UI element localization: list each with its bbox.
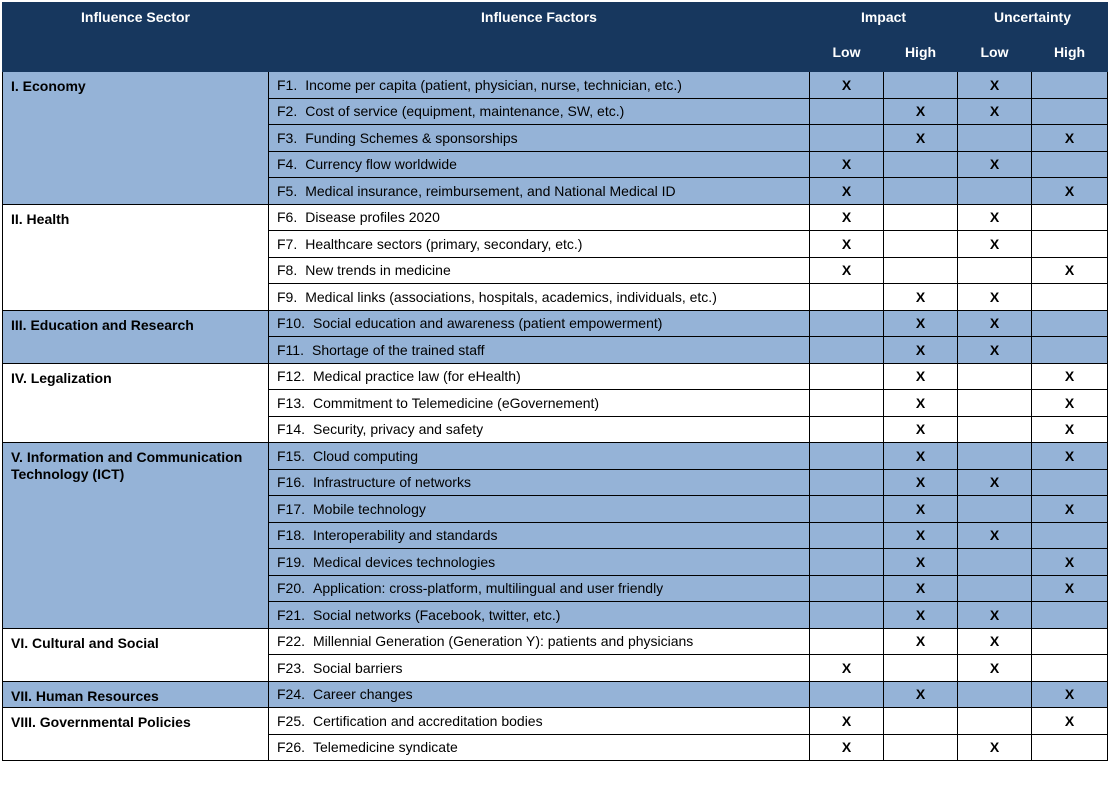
x-mark: X — [1064, 580, 1075, 597]
impact-low-cell — [810, 469, 884, 496]
sector-cell: V. Information and Communication Technology (ICT) — [3, 443, 269, 629]
x-mark: X — [841, 156, 852, 173]
factor-cell — [269, 708, 810, 735]
x-mark: X — [915, 341, 926, 358]
sector-cell: VII. Human Resources — [3, 681, 269, 708]
factor-text: Medical practice law (for eHealth) — [313, 368, 521, 385]
uncertainty-high-cell — [1032, 363, 1108, 390]
uncertainty-high-cell — [1032, 681, 1108, 708]
x-mark: X — [1064, 421, 1075, 438]
factor-text: Medical insurance, reimbursement, and National Medical ID — [305, 182, 676, 199]
uncertainty-low-cell — [958, 443, 1032, 470]
factor-text: Interoperability and standards — [313, 527, 498, 544]
impact-high-cell — [884, 178, 958, 205]
factor-id: F15. — [277, 447, 306, 464]
uncertainty-low-cell — [958, 284, 1032, 311]
x-mark: X — [1064, 686, 1075, 703]
x-mark: X — [915, 633, 926, 650]
impact-high-cell — [884, 284, 958, 311]
impact-high-cell — [884, 204, 958, 231]
sector-cell: I. Economy — [3, 72, 269, 205]
factor-text: Healthcare sectors (primary, secondary, etc.) — [305, 235, 583, 252]
uncertainty-low-cell — [958, 628, 1032, 655]
impact-high-cell — [884, 734, 958, 761]
factor-text: Medical devices technologies — [313, 553, 496, 570]
factor-cell — [269, 628, 810, 655]
factor-id: F21. — [277, 606, 306, 623]
factor-cell — [269, 72, 810, 99]
x-mark: X — [1064, 262, 1075, 279]
impact-low-cell — [810, 443, 884, 470]
uncertainty-high-cell — [1032, 469, 1108, 496]
sector-cell: IV. Legalization — [3, 363, 269, 443]
factor-cell — [269, 734, 810, 761]
impact-high-cell — [884, 310, 958, 337]
uncertainty-high-cell — [1032, 231, 1108, 258]
factor-text: Application: cross-platform, multilingual and user friendly — [313, 580, 664, 597]
impact-high-cell — [884, 655, 958, 682]
header-impact-high: High — [884, 32, 958, 72]
x-mark: X — [915, 421, 926, 438]
uncertainty-high-cell — [1032, 549, 1108, 576]
x-mark: X — [1064, 447, 1075, 464]
factor-id: F8. — [277, 262, 298, 279]
factor-cell — [269, 231, 810, 258]
uncertainty-low-cell — [958, 98, 1032, 125]
x-mark: X — [915, 129, 926, 146]
factor-cell — [269, 284, 810, 311]
factor-text: Certification and accreditation bodies — [313, 712, 543, 729]
factor-id: F12. — [277, 368, 306, 385]
impact-high-cell — [884, 257, 958, 284]
factor-cell — [269, 496, 810, 523]
x-mark: X — [989, 315, 1000, 332]
factor-cell — [269, 125, 810, 152]
factor-id: F5. — [277, 182, 298, 199]
factor-text: Mobile technology — [313, 500, 426, 517]
uncertainty-high-cell — [1032, 310, 1108, 337]
table-row — [3, 72, 1108, 99]
uncertainty-high-cell — [1032, 708, 1108, 735]
table-row — [3, 443, 1108, 470]
impact-low-cell — [810, 337, 884, 364]
header-row-top — [3, 3, 1108, 32]
factor-id: F1. — [277, 76, 298, 93]
impact-low-cell — [810, 734, 884, 761]
factor-cell — [269, 151, 810, 178]
factor-cell — [269, 522, 810, 549]
uncertainty-high-cell — [1032, 443, 1108, 470]
factor-id: F22. — [277, 633, 306, 650]
uncertainty-high-cell — [1032, 98, 1108, 125]
uncertainty-high-cell — [1032, 522, 1108, 549]
impact-high-cell — [884, 681, 958, 708]
factor-text: Cost of service (equipment, maintenance, SW, etc.) — [305, 103, 625, 120]
factor-cell — [269, 390, 810, 417]
x-mark: X — [989, 659, 1000, 676]
factor-cell — [269, 443, 810, 470]
factor-id: F3. — [277, 129, 298, 146]
impact-low-cell — [810, 125, 884, 152]
uncertainty-high-cell — [1032, 151, 1108, 178]
impact-high-cell — [884, 549, 958, 576]
table-row — [3, 310, 1108, 337]
uncertainty-low-cell — [958, 72, 1032, 99]
x-mark: X — [915, 553, 926, 570]
impact-high-cell — [884, 628, 958, 655]
factor-id: F16. — [277, 474, 306, 491]
factor-id: F20. — [277, 580, 306, 597]
factor-cell — [269, 98, 810, 125]
impact-low-cell — [810, 257, 884, 284]
x-mark: X — [841, 209, 852, 226]
uncertainty-low-cell — [958, 602, 1032, 629]
impact-high-cell — [884, 443, 958, 470]
x-mark: X — [841, 262, 852, 279]
factor-text: Social education and awareness (patient empowerment) — [313, 315, 663, 332]
impact-low-cell — [810, 390, 884, 417]
sector-cell: VI. Cultural and Social — [3, 628, 269, 681]
impact-low-cell — [810, 522, 884, 549]
factor-id: F24. — [277, 686, 306, 703]
impact-low-cell — [810, 602, 884, 629]
uncertainty-high-cell — [1032, 575, 1108, 602]
uncertainty-low-cell — [958, 178, 1032, 205]
impact-low-cell — [810, 231, 884, 258]
uncertainty-low-cell — [958, 310, 1032, 337]
impact-high-cell — [884, 469, 958, 496]
factor-id: F26. — [277, 739, 306, 756]
factor-id: F25. — [277, 712, 306, 729]
impact-low-cell — [810, 496, 884, 523]
header-uncertainty-low: Low — [958, 32, 1032, 72]
impact-low-cell — [810, 72, 884, 99]
uncertainty-high-cell — [1032, 655, 1108, 682]
factor-text: Infrastructure of networks — [313, 474, 471, 491]
uncertainty-low-cell — [958, 681, 1032, 708]
uncertainty-low-cell — [958, 549, 1032, 576]
uncertainty-high-cell — [1032, 257, 1108, 284]
impact-low-cell — [810, 178, 884, 205]
uncertainty-low-cell — [958, 708, 1032, 735]
uncertainty-low-cell — [958, 522, 1032, 549]
factor-cell — [269, 602, 810, 629]
impact-high-cell — [884, 98, 958, 125]
x-mark: X — [915, 368, 926, 385]
factor-cell — [269, 575, 810, 602]
factor-text: Medical links (associations, hospitals, academics, individuals, etc.) — [305, 288, 717, 305]
uncertainty-high-cell — [1032, 125, 1108, 152]
x-mark: X — [989, 527, 1000, 544]
uncertainty-high-cell — [1032, 390, 1108, 417]
impact-low-cell — [810, 549, 884, 576]
factor-text: Social networks (Facebook, twitter, etc.) — [313, 606, 561, 623]
factor-id: F9. — [277, 288, 298, 305]
uncertainty-low-cell — [958, 125, 1032, 152]
factor-text: New trends in medicine — [305, 262, 451, 279]
x-mark: X — [915, 394, 926, 411]
x-mark: X — [1064, 129, 1075, 146]
header-impact-low: Low — [810, 32, 884, 72]
factor-text: Commitment to Telemedicine (eGovernement) — [313, 394, 600, 411]
x-mark: X — [841, 235, 852, 252]
impact-high-cell — [884, 496, 958, 523]
factor-text: Income per capita (patient, physician, nurse, technician, etc.) — [305, 76, 682, 93]
uncertainty-high-cell — [1032, 72, 1108, 99]
x-mark: X — [989, 606, 1000, 623]
x-mark: X — [1064, 394, 1075, 411]
uncertainty-high-cell — [1032, 628, 1108, 655]
impact-low-cell — [810, 204, 884, 231]
impact-high-cell — [884, 72, 958, 99]
factor-id: F4. — [277, 156, 298, 173]
impact-low-cell — [810, 416, 884, 443]
factor-text: Shortage of the trained staff — [311, 341, 485, 358]
x-mark: X — [841, 76, 852, 93]
header-influence-factors: Influence Factors — [269, 3, 810, 72]
factor-text: Millennial Generation (Generation Y): patients and physicians — [313, 633, 694, 650]
factor-text: Career changes — [313, 686, 413, 703]
sector-cell: III. Education and Research — [3, 310, 269, 363]
x-mark: X — [989, 156, 1000, 173]
uncertainty-high-cell — [1032, 284, 1108, 311]
x-mark: X — [915, 580, 926, 597]
x-mark: X — [989, 739, 1000, 756]
factor-cell — [269, 363, 810, 390]
factor-text: Cloud computing — [313, 447, 419, 464]
table-row — [3, 681, 1108, 708]
factor-id: F13. — [277, 394, 306, 411]
header-uncertainty-high: High — [1032, 32, 1108, 72]
x-mark: X — [1064, 368, 1075, 385]
uncertainty-high-cell — [1032, 416, 1108, 443]
impact-low-cell — [810, 363, 884, 390]
x-mark: X — [1064, 553, 1075, 570]
x-mark: X — [841, 182, 852, 199]
sector-cell: II. Health — [3, 204, 269, 310]
header-uncertainty: Uncertainty — [958, 3, 1108, 32]
table-row — [3, 363, 1108, 390]
factor-id: F6. — [277, 209, 298, 226]
influence-matrix-table — [2, 2, 1108, 761]
table-row — [3, 204, 1108, 231]
impact-low-cell — [810, 681, 884, 708]
x-mark: X — [915, 686, 926, 703]
factor-text: Telemedicine syndicate — [313, 739, 458, 756]
x-mark: X — [915, 474, 926, 491]
factor-cell — [269, 469, 810, 496]
uncertainty-low-cell — [958, 151, 1032, 178]
impact-high-cell — [884, 416, 958, 443]
header-impact: Impact — [810, 3, 958, 32]
impact-low-cell — [810, 575, 884, 602]
factor-text: Social barriers — [313, 659, 403, 676]
impact-high-cell — [884, 522, 958, 549]
x-mark: X — [989, 76, 1000, 93]
factor-id: F7. — [277, 235, 298, 252]
table-body — [3, 72, 1108, 761]
header-influence-sector: Influence Sector — [3, 3, 269, 72]
uncertainty-low-cell — [958, 575, 1032, 602]
factor-cell — [269, 257, 810, 284]
impact-high-cell — [884, 575, 958, 602]
x-mark: X — [915, 315, 926, 332]
impact-high-cell — [884, 337, 958, 364]
impact-low-cell — [810, 310, 884, 337]
factor-id: F19. — [277, 553, 306, 570]
x-mark: X — [1064, 500, 1075, 517]
x-mark: X — [989, 235, 1000, 252]
uncertainty-low-cell — [958, 655, 1032, 682]
table-row — [3, 708, 1108, 735]
factor-id: F17. — [277, 500, 306, 517]
x-mark: X — [915, 447, 926, 464]
impact-low-cell — [810, 628, 884, 655]
factor-id: F2. — [277, 103, 298, 120]
uncertainty-high-cell — [1032, 496, 1108, 523]
uncertainty-high-cell — [1032, 204, 1108, 231]
uncertainty-low-cell — [958, 469, 1032, 496]
factor-text: Disease profiles 2020 — [305, 209, 440, 226]
x-mark: X — [989, 474, 1000, 491]
x-mark: X — [1064, 712, 1075, 729]
x-mark: X — [841, 739, 852, 756]
factor-cell — [269, 416, 810, 443]
impact-low-cell — [810, 151, 884, 178]
factor-id: F23. — [277, 659, 306, 676]
factor-cell — [269, 337, 810, 364]
x-mark: X — [915, 606, 926, 623]
factor-id: F14. — [277, 421, 306, 438]
uncertainty-low-cell — [958, 257, 1032, 284]
uncertainty-low-cell — [958, 390, 1032, 417]
uncertainty-low-cell — [958, 204, 1032, 231]
table-row — [3, 628, 1108, 655]
x-mark: X — [989, 633, 1000, 650]
factor-cell — [269, 204, 810, 231]
impact-low-cell — [810, 708, 884, 735]
x-mark: X — [841, 712, 852, 729]
x-mark: X — [989, 341, 1000, 358]
x-mark: X — [989, 288, 1000, 305]
sector-cell: VIII. Governmental Policies — [3, 708, 269, 761]
x-mark: X — [915, 288, 926, 305]
x-mark: X — [1064, 182, 1075, 199]
uncertainty-low-cell — [958, 363, 1032, 390]
factor-cell — [269, 681, 810, 708]
uncertainty-high-cell — [1032, 734, 1108, 761]
impact-low-cell — [810, 98, 884, 125]
uncertainty-high-cell — [1032, 178, 1108, 205]
impact-high-cell — [884, 708, 958, 735]
impact-high-cell — [884, 363, 958, 390]
uncertainty-low-cell — [958, 416, 1032, 443]
uncertainty-low-cell — [958, 231, 1032, 258]
x-mark: X — [915, 103, 926, 120]
impact-low-cell — [810, 284, 884, 311]
impact-high-cell — [884, 125, 958, 152]
uncertainty-low-cell — [958, 496, 1032, 523]
uncertainty-low-cell — [958, 337, 1032, 364]
impact-high-cell — [884, 231, 958, 258]
factor-cell — [269, 178, 810, 205]
impact-low-cell — [810, 655, 884, 682]
x-mark: X — [841, 659, 852, 676]
impact-high-cell — [884, 602, 958, 629]
factor-text: Security, privacy and safety — [313, 421, 484, 438]
factor-cell — [269, 549, 810, 576]
table-header — [3, 3, 1108, 72]
x-mark: X — [989, 103, 1000, 120]
factor-id: F18. — [277, 527, 306, 544]
uncertainty-high-cell — [1032, 602, 1108, 629]
factor-cell — [269, 310, 810, 337]
factor-id: F10. — [277, 315, 306, 332]
factor-text: Currency flow worldwide — [305, 156, 457, 173]
x-mark: X — [915, 500, 926, 517]
impact-high-cell — [884, 151, 958, 178]
x-mark: X — [989, 209, 1000, 226]
uncertainty-low-cell — [958, 734, 1032, 761]
impact-high-cell — [884, 390, 958, 417]
factor-text: Funding Schemes & sponsorships — [305, 129, 518, 146]
uncertainty-high-cell — [1032, 337, 1108, 364]
factor-cell — [269, 655, 810, 682]
factor-id: F11. — [277, 341, 304, 358]
x-mark: X — [915, 527, 926, 544]
